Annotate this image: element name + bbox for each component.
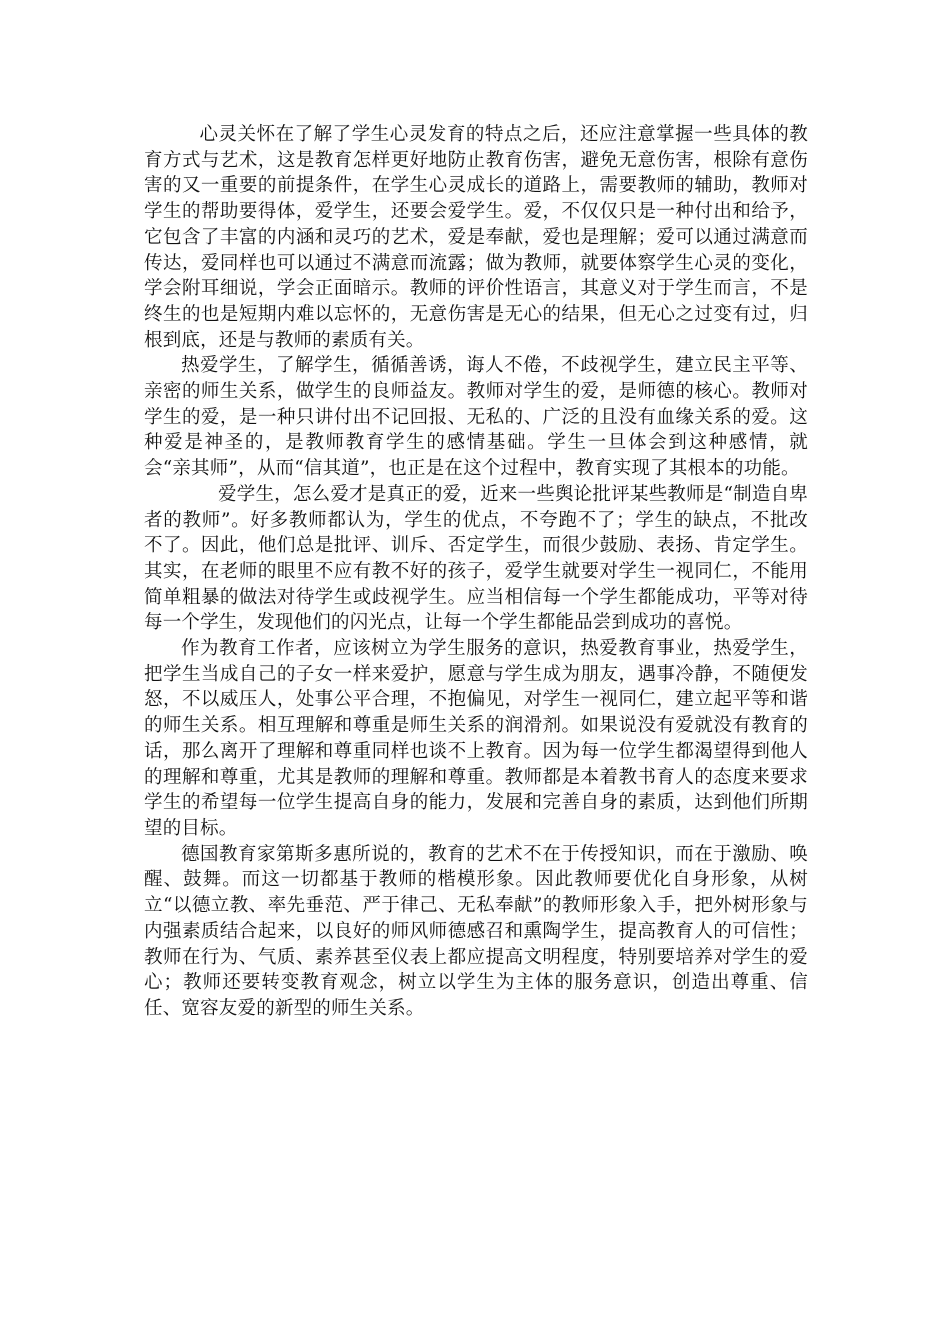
paragraph: 德国教育家第斯多惠所说的，教育的艺术不在于传授知识，而在于激励、唤醒、鼓舞。而这一切都基于教师的楷模形象。因此教师要优化自身形象，从树立“以德立教、率先垂范、严于律己、无私奉献”的教师形象入手，把外树形象与内强素质结合起来，以良好的师风师德感召和熏陶学生，提高教育人的可信性；教师在行为、气质、素养甚至仪表上都应提高文明程度，特别要培养对学生的爱心；教师还要转变教育观念，树立以学生为主体的服务意识，创造出尊重、信任、宽容友爱的新型的师生关系。 bbox=[144, 843, 808, 1019]
paragraph: 心灵关怀在了解了学生心灵发育的特点之后，还应注意掌握一些具体的教育方式与艺术，这是教育怎样更好地防止教育伤害，避免无意伤害，根除有意伤害的又一重要的前提条件，在学生心灵成长的道路上，需要教师的辅助，教师对学生的帮助要得体，爱学生，还要会爱学生。爱，不仅仅只是一种付出和给予，它包含了丰富的内涵和灵巧的艺术，爱是奉献，爱也是理解；爱可以通过满意而传达，爱同样也可以通过不满意而流露；做为教师，就要体察学生心灵的变化，学会附耳细说，学会正面暗示。教师的评价性语言，其意义对于学生而言，不是终生的也是短期内难以忘怀的，无意伤害是无心的结果，但无心之过变有过，归根到底，还是与教师的素质有关。 bbox=[144, 124, 808, 351]
paragraph: 热爱学生，了解学生，循循善诱，诲人不倦，不歧视学生，建立民主平等、亲密的师生关系，做学生的良师益友。教师对学生的爱，是师德的核心。教师对学生的爱，是一种只讲付出不记回报、无私的、广泛的且没有血缘关系的爱。这种爱是神圣的，是教师教育学生的感情基础。学生一旦体会到这种感情，就会“亲其师”，从而“信其道”，也正是在这个过程中，教育实现了其根本的功能。 bbox=[144, 355, 808, 480]
paragraph: 作为教育工作者，应该树立为学生服务的意识，热爱教育事业，热爱学生，把学生当成自己的子女一样来爱护，愿意与学生成为朋友，遇事冷静，不随便发怒，不以威压人，处事公平合理，不抱偏见，对学生一视同仁，建立起平等和谐的师生关系。相互理解和尊重是师生关系的润滑剂。如果说没有爱就没有教育的话，那么离开了理解和尊重同样也谈不上教育。因为每一位学生都渴望得到他人的理解和尊重，尤其是教师的理解和尊重。教师都是本着教书育人的态度来要求学生的希望每一位学生提高自身的能力，发展和完善自身的素质，达到他们所期望的目标。 bbox=[144, 638, 808, 839]
paragraph: 爱学生，怎么爱才是真正的爱，近来一些舆论批评某些教师是“制造自卑者的教师”。好多教师都认为，学生的优点，不夸跑不了；学生的缺点，不批改不了。因此，他们总是批评、训斥、否定学生，而很少鼓励、表扬、肯定学生。其实，在老师的眼里不应有教不好的孩子，爱学生就要对学生一视同仁，不能用简单粗暴的做法对待学生或歧视学生。应当相信每一个学生都能成功，平等对待每一个学生，发现他们的闪光点，让每一个学生都能品尝到成功的喜悦。 bbox=[144, 483, 808, 634]
document-body bbox=[144, 122, 808, 1022]
